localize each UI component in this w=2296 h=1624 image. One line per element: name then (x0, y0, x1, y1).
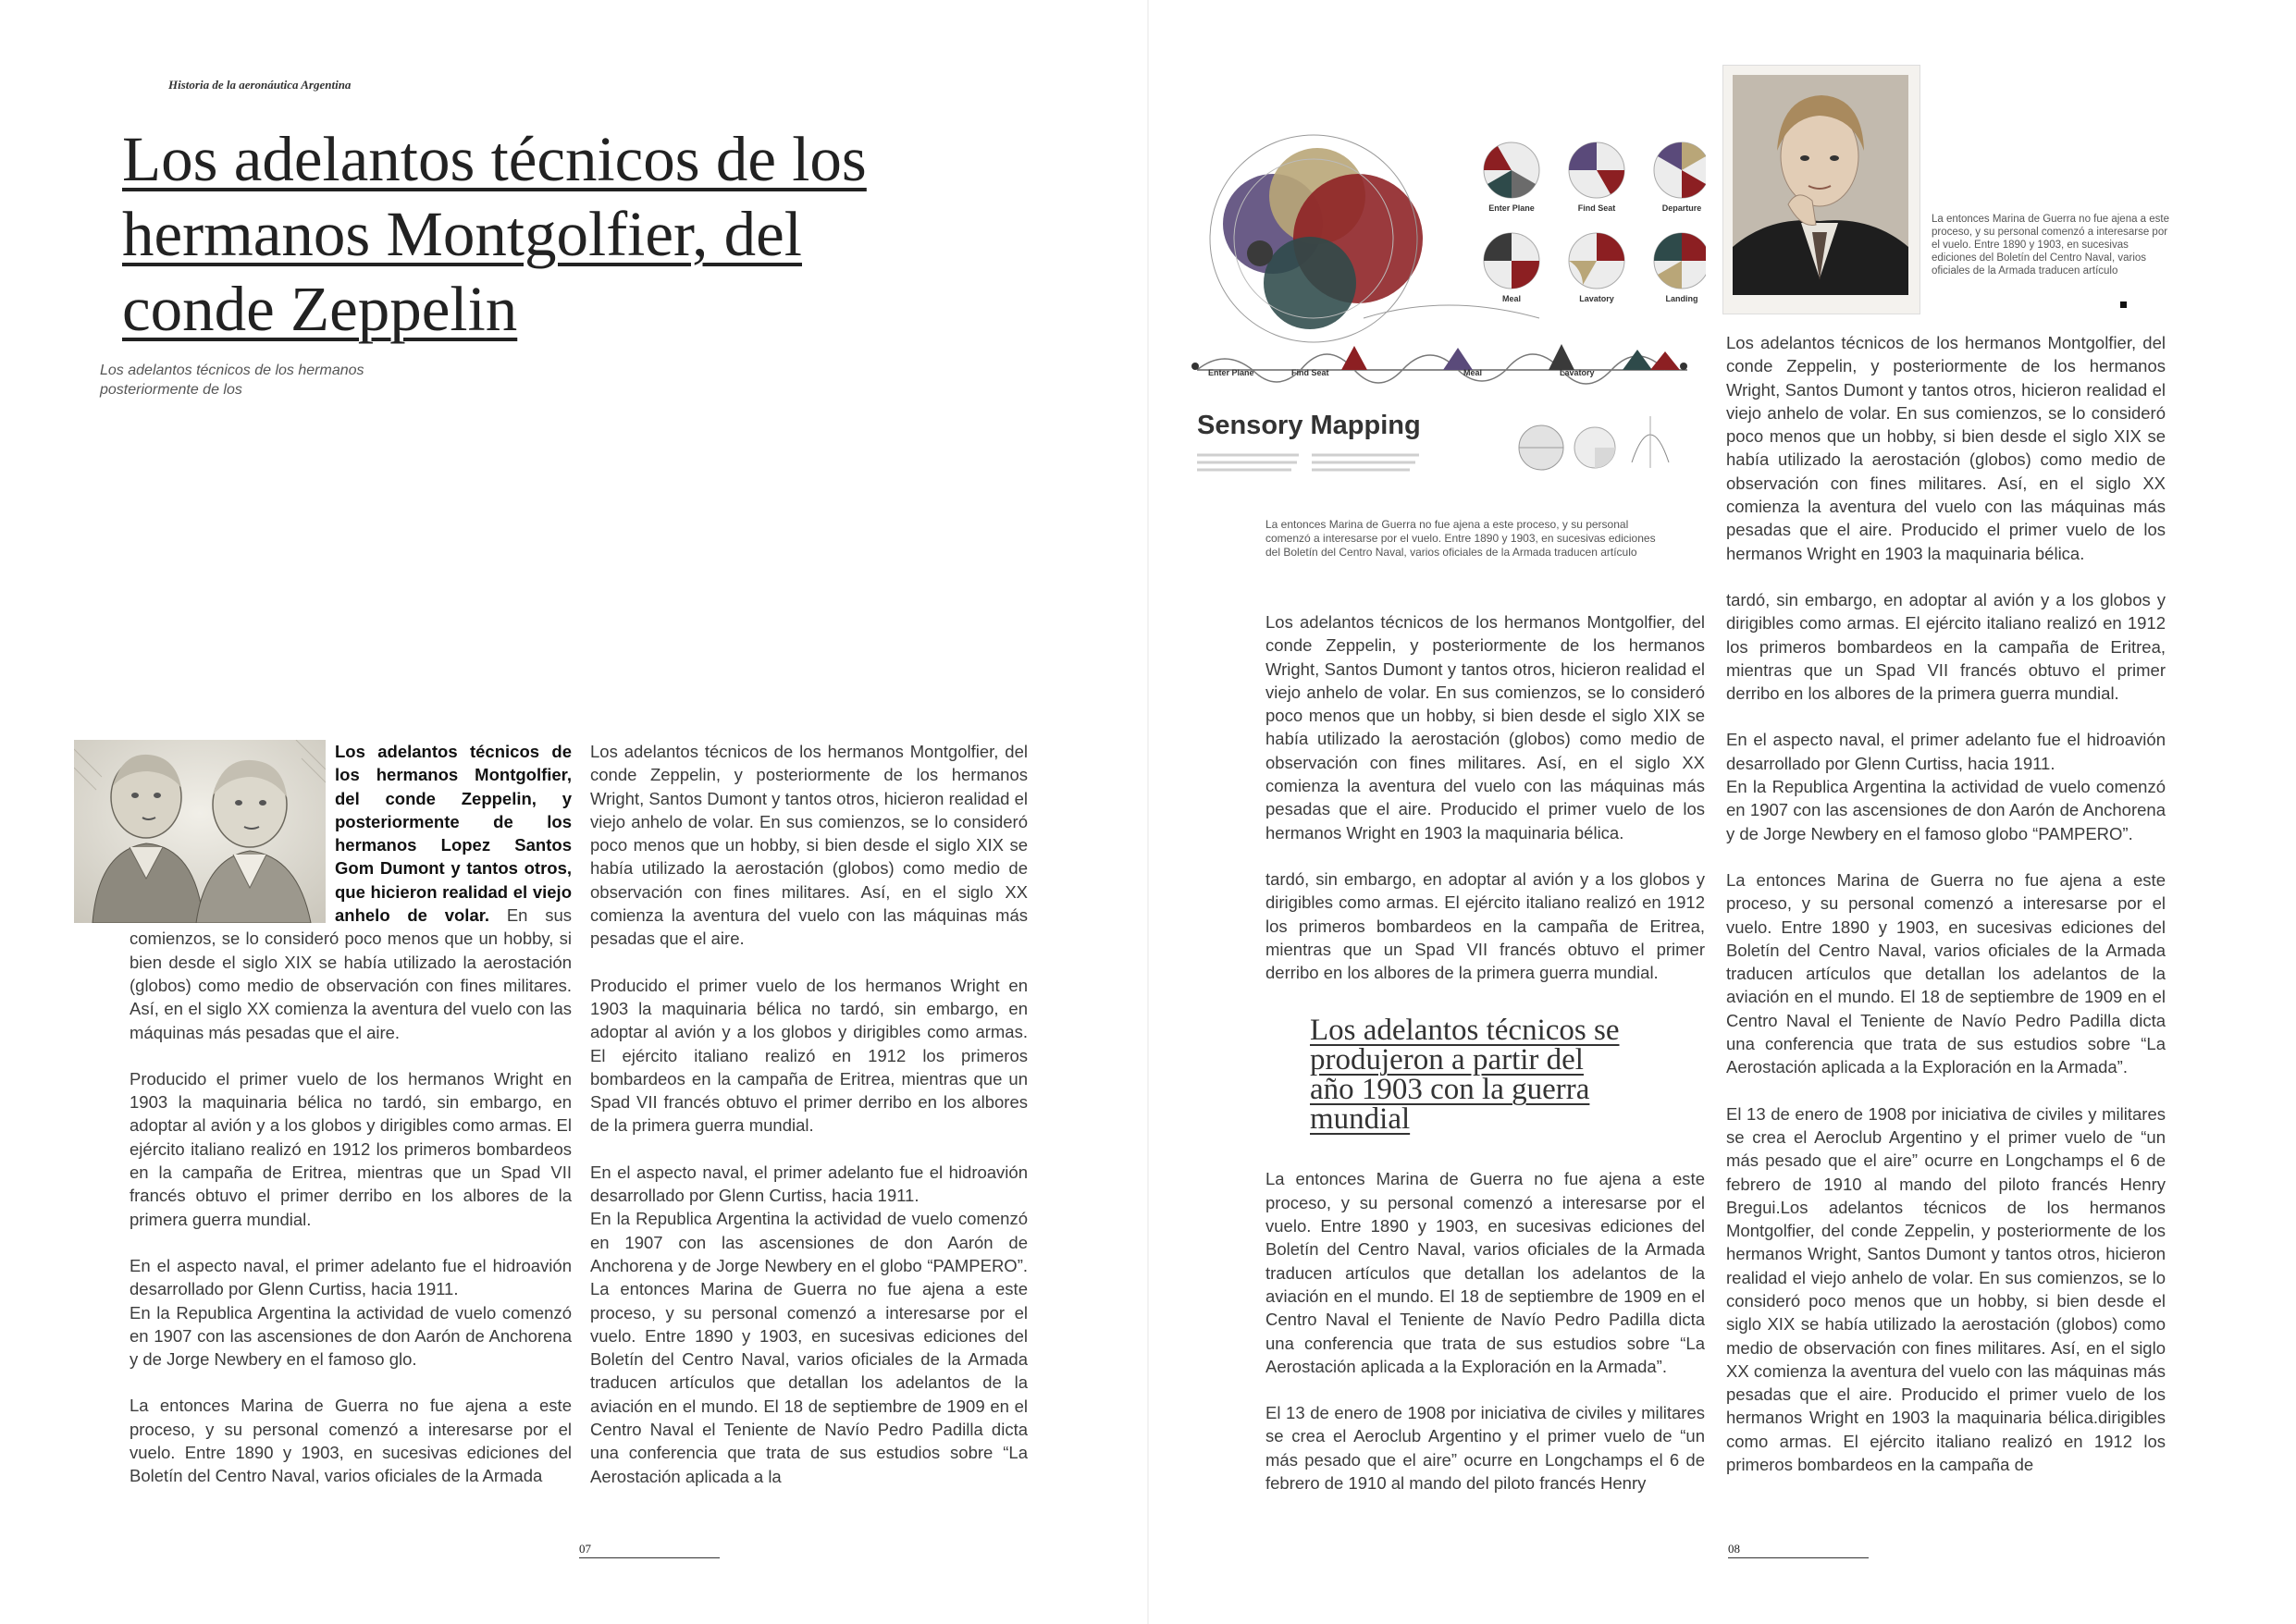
title-line-2: hermanos Montgolfier, del (122, 199, 802, 269)
montgolfier-portrait-image (74, 740, 326, 923)
section-subhead: Los adelantos técnicos se produjeron a partir del año 1903 con la guerra mundial (1310, 1014, 1620, 1137)
stage-label: Landing (1665, 294, 1698, 303)
timeline-label: Lavatory (1560, 368, 1595, 377)
portrait-photo (1722, 65, 1920, 314)
page-title (122, 122, 1103, 347)
subtitle-line-1: Los adelantos técnicos de los hermanos (100, 363, 364, 378)
column-1 (130, 740, 572, 1488)
col2-paragraph-3b: En la Republica Argentina la actividad de vuelo comenzó en 1907 con las ascensiones de don Aarón de Anchorena y de Jorge Newbery en el globo “PAMPERO”. La entonces Marina de Guerra no fue ajena a este proceso, y su personal comenzó a interesarse por el vuelo. Entre 1890 y 1903, en sucesivas ediciones del Boletín del Centro Naval, varios oficiales de la Armada traducen artículos que detallan los adelantos de la aviación en el mundo. El 18 de septiembre de 1909 en el Centro Naval el Teniente de Navío Pedro Padilla dicta una conferencia que trata de sus estudios sobre “La Aerostación aplicada a la (590, 1209, 1028, 1486)
stage-pies (1484, 142, 1706, 289)
column-4 (1726, 331, 2166, 1476)
stage-label: Departure (1661, 203, 1702, 213)
subtitle-line-2: posteriormente de los (100, 382, 242, 398)
subtitle (100, 361, 470, 400)
column-2 (590, 740, 1028, 1488)
column-3 (1265, 610, 1705, 1495)
left-page (0, 0, 1147, 1624)
infographic-title: Sensory Mapping (1197, 411, 1421, 440)
running-head: Historia de la aeronáutica Argentina (168, 78, 352, 92)
col2-paragraph-1: Los adelantos técnicos de los hermanos Montgolfier, del conde Zeppelin, y posteriormente de los hermanos Wright, Santos Dumont y tantos otros, hicieron realidad el viejo anhelo de volar. En sus comienzos, se lo consideró poco menos que un hobby, si bien desde el siglo XIX se había utilizado la aerostación (globos) como medio de observación con fines militares. Así, en el siglo XX comienza la aventura del vuelo con las máquinas más pesadas que el aire. (590, 742, 1028, 949)
page-number: 07 (579, 1542, 720, 1558)
stage-label: Lavatory (1579, 294, 1614, 303)
col4-paragraph-3b: En la Republica Argentina la actividad de vuelo comenzó en 1907 con las ascensiones de don Aarón de Anchorena y de Jorge Newbery en el famoso globo “PAMPERO”. (1726, 777, 2166, 843)
lead-paragraph: Los adelantos técnicos de los hermanos Montgolfier, del conde Zeppelin, y posteriormente de los hermanos Lopez Santos Gom Dumont y tantos otros, que hicieron realidad el viejo anhelo de volar. (335, 742, 572, 926)
col3-paragraph-3: La entonces Marina de Guerra no fue ajena a este proceso, y su personal comenzó a interesarse por el vuelo. Entre 1890 y 1903, en sucesivas ediciones del Boletín del Centro Naval, varios oficiales de la Armada traducen artículos que detallan los adelantos de la aviación en el mundo. El 18 de septiembre de 1909 en el Centro Naval el Teniente de Navío Pedro Padilla dicta una conferencia que trata de sus estudios sobre “La Aerostación aplicada a la Exploración en la Armada”. (1265, 1169, 1705, 1376)
stage-label: Enter Plane (1488, 203, 1535, 213)
col3-paragraph-1: Los adelantos técnicos de los hermanos Montgolfier, del conde Zeppelin, y posteriormente de los hermanos Wright, Santos Dumont y tantos otros, hicieron realidad el viejo anhelo de volar. En sus comienzos, se lo consideró poco menos que un hobby, si bien desde el siglo XIX se había utilizado la aerostación (globos) como medio de observación con fines militares. Así, en el siglo XX comienza la aventura del vuelo con las máquinas más pesadas que el aire. Producido el primer vuelo de los hermanos Wright en 1903 la maquinaria bélica. (1265, 612, 1705, 843)
right-page (1149, 0, 2296, 1624)
title-line-3: conde Zeppelin (122, 274, 518, 344)
col4-paragraph-5: El 13 de enero de 1908 por iniciativa de civiles y militares se crea el Aeroclub Argentino y el primer vuelo de “un más pesado que el aire” ocurre en Longchamps el 6 de febrero de 1910 al mando del piloto francés Henry Bregui.Los adelantos técnicos de los hermanos Montgolfier, del conde Zeppelin, y posteriormente de los hermanos Wright, Santos Dumont y tantos otros, hicieron realidad el viejo anhelo de volar. En sus comienzos, se lo consideró poco menos que un hobby, si bien desde el siglo XIX se había utilizado la aerostación (globos) como medio de observación con fines militares. Así, en el siglo XX comienza la aventura del vuelo con las máquinas más pesadas que el aire. Producido el primer vuelo de los hermanos Wright en 1903 la maquinaria bélica.dirigibles como armas. El ejército italiano realizó en 1912 los primeros bombardeos en la campaña de (1726, 1103, 2166, 1475)
col3-paragraph-4: El 13 de enero de 1908 por iniciativa de civiles y militares se crea el Aeroclub Argentino y el primer vuelo de “un más pesado que el aire” ocurre en Longchamps el 6 de febrero de 1910 al mando del piloto francés Henry (1265, 1403, 1705, 1494)
col4-paragraph-1: Los adelantos técnicos de los hermanos Montgolfier, del conde Zeppelin, y posteriormente de los hermanos Wright, Santos Dumont y tantos otros, hicieron realidad el viejo anhelo de volar. En sus comienzos, se lo consideró poco menos que un hobby, si bien desde el siglo XIX se había utilizado la aerostación (globos) como medio de observación con fines militares. Así, en el siglo XX comienza la aventura del vuelo con las máquinas más pesadas que el aire. Producido el primer vuelo de los hermanos Wright en 1903 la maquinaria bélica. (1726, 333, 2166, 563)
col1-paragraph-4: La entonces Marina de Guerra no fue ajena a este proceso, y su personal comenzó a interesarse por el vuelo. Entre 1890 y 1903, en sucesivas ediciones del Boletín del Centro Naval, varios oficiales de la Armada (130, 1396, 572, 1486)
col2-paragraph-3a: En el aspecto naval, el primer adelanto fue el hidroavión desarrollado por Glenn Curtiss, hacia 1911. (590, 1162, 1028, 1206)
col4-paragraph-2: tardó, sin embargo, en adoptar al avión y a los globos y dirigibles como armas. El ejército italiano realizó en 1912 los primeros bombardeos en la campaña de Eritrea, mientras que un Spad VII francés obtuvo el primer derribo en los albores de la primera guerra mundial. (1726, 589, 2166, 704)
timeline-label: Find Seat (1291, 368, 1329, 377)
engraving-illustration (74, 740, 326, 923)
page-number: 08 (1728, 1542, 1869, 1558)
portrait-illustration (1723, 66, 1920, 314)
col1-paragraph-3b: En la Republica Argentina la actividad de vuelo comenzó en 1907 con las ascensiones de don Aarón de Anchorena y de Jorge Newbery en el famoso glo. (130, 1302, 572, 1370)
col2-paragraph-2: Producido el primer vuelo de los hermanos Wright en 1903 la maquinaria bélica no tardó, sin embargo, en adoptar al avión y a los globos y dirigibles como armas. El ejército italiano realizó en 1912 los primeros bombardeos en la campaña de Eritrea, mientras que un Spad VII francés obtuvo el primer derribo en los albores de la primera guerra mundial. (590, 975, 1028, 1136)
stage-label: Find Seat (1577, 203, 1616, 213)
portrait-caption: La entonces Marina de Guerra no fue ajena a este proceso, y su personal comenzó a interesarse por el vuelo. Entre 1890 y 1903, en sucesivas ediciones del Boletín del Centro Naval, varios oficiales de la Armada traducen artículo (1932, 214, 2170, 277)
col3-paragraph-2: tardó, sin embargo, en adoptar al avión y a los globos y dirigibles como armas. El ejército italiano realizó en 1912 los primeros bombardeos en la campaña de Eritrea, mientras que un Spad VII francés obtuvo el primer derribo en los albores de la primera guerra mundial. (1265, 868, 1705, 983)
col1-paragraph-3a: En el aspecto naval, el primer adelanto fue el hidroavión desarrollado por Glenn Curtiss, hacia 1911. (130, 1255, 572, 1299)
infographic-caption: La entonces Marina de Guerra no fue ajena a este proceso, y su personal comenzó a interesarse por el vuelo. Entre 1890 y 1903, en sucesivas ediciones del Boletín del Centro Naval, varios oficiales de la Armada traducen artículo (1265, 518, 1656, 559)
col4-paragraph-3a: En el aspecto naval, el primer adelanto fue el hidroavión desarrollado por Glenn Curtiss, hacia 1911. (1726, 730, 2166, 773)
col1-paragraph-1: En sus comienzos, se lo consideró poco menos que un hobby, si bien desde el siglo XIX se había utilizado la aerostación (globos) como medio de observación con fines militares. Así, en el siglo XX comienza la aventura del vuelo con las máquinas más pesadas que el aire. (130, 905, 573, 1042)
sensory-mapping-infographic (1188, 129, 1706, 485)
title-line-1: Los adelantos técnicos de los (122, 124, 867, 194)
timeline-label: Enter Plane (1208, 368, 1254, 377)
col1-paragraph-2: Producido el primer vuelo de los hermanos Wright en 1903 la maquinaria bélica no tardó, sin embargo, en adoptar al avión y a los globos y dirigibles como armas. El ejército italiano realizó en 1912 los primeros bombardeos en la campaña de Eritrea, mientras que un Spad VII francés obtuvo el primer derribo en los albores de la primera guerra mundial. (130, 1068, 572, 1229)
decorative-square (2120, 301, 2127, 308)
col4-paragraph-4: La entonces Marina de Guerra no fue ajena a este proceso, y su personal comenzó a interesarse por el vuelo. Entre 1890 y 1903, en sucesivas ediciones del Boletín del Centro Naval, varios oficiales de la Armada traducen artículos que detallan los adelantos de la aviación en el mundo. El 18 de septiembre de 1909 en el Centro Naval el Teniente de Navío Pedro Padilla dicta una conferencia que trata de sus estudios sobre “La Aerostación aplicada a la Exploración en la Armada”. (1726, 869, 2166, 1077)
stage-label: Meal (1501, 294, 1521, 303)
timeline-label: Meal (1463, 368, 1483, 377)
